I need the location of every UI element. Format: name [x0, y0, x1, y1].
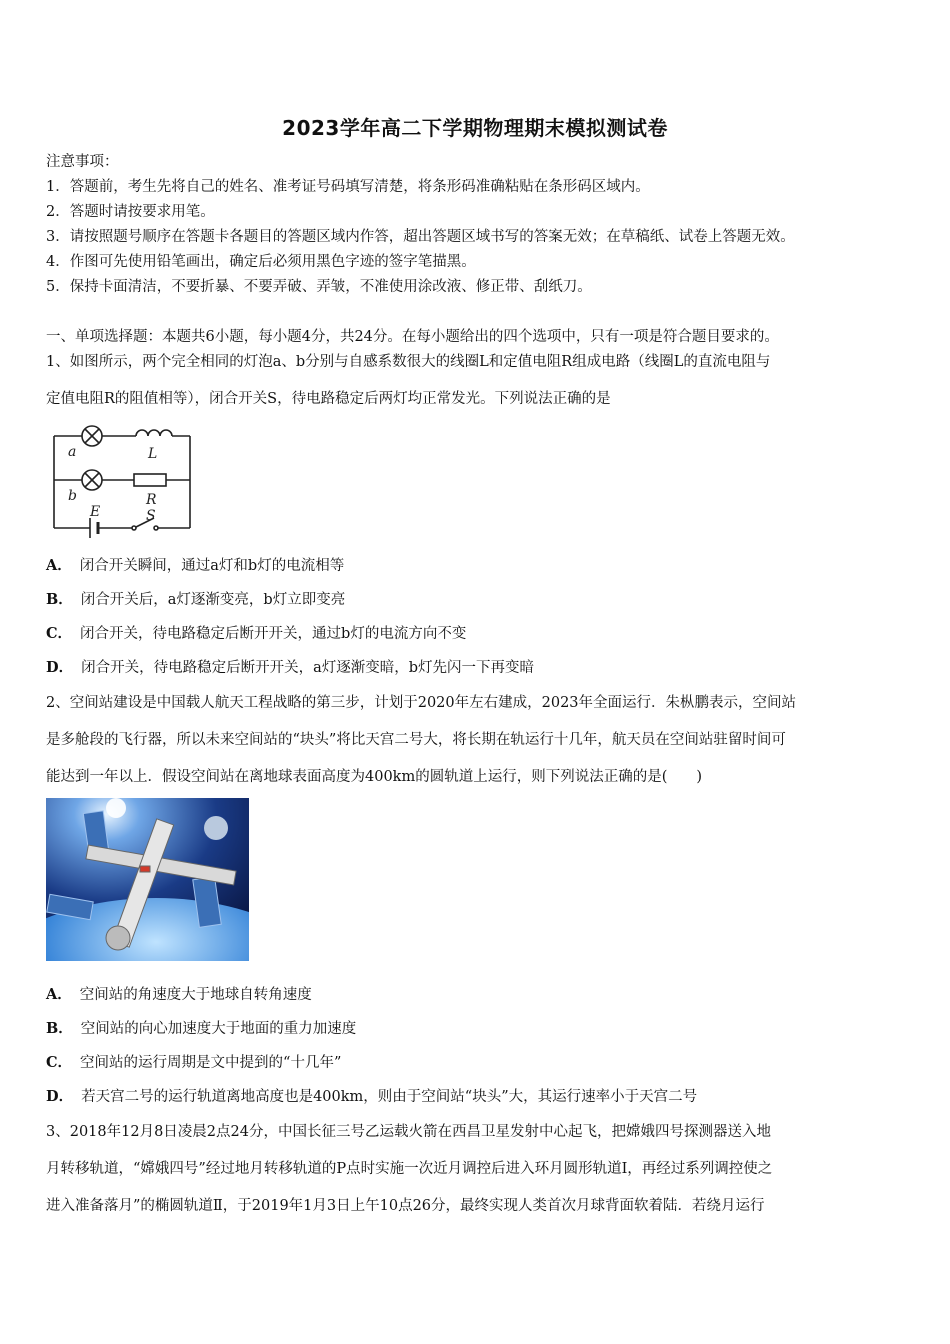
- option-text: 空间站的运行周期是文中提到的“十几年”: [80, 1055, 342, 1071]
- option-text: 空间站的角速度大于地球自转角速度: [79, 987, 312, 1003]
- option-key: A．: [46, 557, 72, 574]
- page-title: 2023学年高二下学期物理期末模拟测试卷: [282, 116, 668, 140]
- question-2-option-b: [46, 1019, 356, 1039]
- note-item: 1．答题前，考生先将自己的姓名、准考证号码填写清楚，将条形码准确粘贴在条形码区域内。: [46, 179, 650, 195]
- option-key: B．: [46, 1020, 73, 1037]
- question-1-option-d: [46, 658, 534, 678]
- question-2-stem: 是多舱段的飞行器，所以未来空间站的“块头”将比天宫二号大，将长期在轨运行十几年，航天员在空间站驻留时间可: [46, 732, 786, 748]
- question-1-stem: 定值电阻R的阻值相等），闭合开关S，待电路稳定后两灯均正常发光。下列说法正确的是: [46, 391, 611, 407]
- option-key: C．: [46, 625, 73, 642]
- section-heading: 一、单项选择题：本题共6小题，每小题4分，共24分。在每小题给出的四个选项中，只有一项是符合题目要求的。: [46, 329, 779, 345]
- label-a: a: [68, 444, 77, 460]
- option-text: 闭合开关后，a灯逐渐变亮，b灯立即变亮: [80, 592, 346, 608]
- label-L: L: [148, 446, 158, 462]
- question-1-stem: 1、如图所示，两个完全相同的灯泡a、b分别与自感系数很大的线圈L和定值电阻R组成电路（线圈L的直流电阻与: [46, 354, 771, 370]
- question-1-option-b: [46, 590, 345, 610]
- question-1-option-a: [46, 556, 344, 576]
- label-S: S: [146, 508, 156, 524]
- option-text: 闭合开关，待电路稳定后断开开关，a灯逐渐变暗，b灯先闪一下再变暗: [81, 660, 535, 676]
- question-3-stem: 进入准备落月”的椭圆轨道Ⅱ，于2019年1月3日上午10点26分，最终实现人类首次月球背面软着陆．若绕月运行: [46, 1198, 765, 1214]
- question-2-stem: 能达到一年以上．假设空间站在离地球表面高度为400km的圆轨道上运行，则下列说法正确的是( ): [46, 769, 703, 785]
- option-text: 闭合开关瞬间，通过a灯和b灯的电流相等: [79, 558, 345, 574]
- circuit-diagram: [46, 420, 196, 540]
- label-b: b: [68, 488, 77, 504]
- question-1-option-c: [46, 624, 466, 644]
- question-2-stem: 2、空间站建设是中国载人航天工程战略的第三步，计划于2020年左右建成，2023年全面运行．朱枞鹏表示，空间站: [46, 695, 797, 711]
- notes-heading: 注意事项：: [46, 154, 119, 170]
- question-3-stem: 3、2018年12月8日凌晨2点24分，中国长征三号乙运载火箭在西昌卫星发射中心起飞，把嫦娥四号探测器送入地: [46, 1124, 771, 1140]
- note-item: 3．请按照题号顺序在答题卡各题目的答题区域内作答，超出答题区域书写的答案无效；在草稿纸、试卷上答题无效。: [46, 229, 795, 245]
- label-R: R: [146, 492, 157, 508]
- note-item: 5．保持卡面清洁，不要折暴、不要弄破、弄皱，不准使用涂改液、修正带、刮纸刀。: [46, 279, 592, 295]
- option-text: 若天宫二号的运行轨道离地高度也是400km，则由于空间站“块头”大，其运行速率小于天宫二号: [81, 1089, 698, 1105]
- question-2-option-a: [46, 985, 312, 1005]
- question-2-option-d: [46, 1087, 697, 1107]
- space-station-image: [46, 798, 249, 961]
- option-key: D．: [46, 1088, 74, 1105]
- note-item: 2．答题时请按要求用笔。: [46, 204, 215, 220]
- option-text: 闭合开关，待电路稳定后断开开关，通过b灯的电流方向不变: [80, 626, 467, 642]
- option-text: 空间站的向心加速度大于地面的重力加速度: [80, 1021, 357, 1037]
- label-E: E: [90, 504, 101, 520]
- option-key: B．: [46, 591, 73, 608]
- option-key: C．: [46, 1054, 73, 1071]
- option-key: A．: [46, 986, 72, 1003]
- note-item: 4．作图可先使用铅笔画出，确定后必须用黑色字迹的签字笔描黑。: [46, 254, 476, 270]
- question-2-option-c: [46, 1053, 341, 1073]
- option-key: D．: [46, 659, 74, 676]
- question-3-stem: 月转移轨道，“嫦娥四号”经过地月转移轨道的P点时实施一次近月调控后进入环月圆形轨道I，再经过系列调控使之: [46, 1161, 773, 1177]
